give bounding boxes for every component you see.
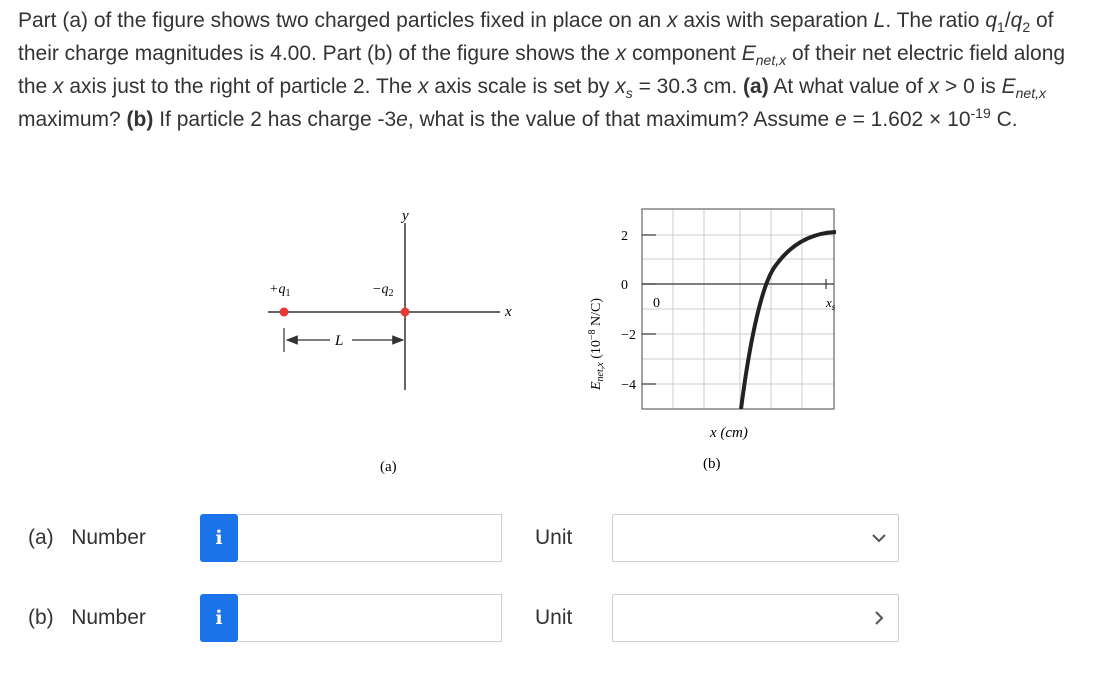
q2-label: $-q_2$ (372, 282, 394, 299)
unit-select-b[interactable] (612, 594, 899, 642)
x-zero-label: 0 (653, 296, 660, 311)
tick-label-0: 0 (621, 278, 628, 293)
L-label: L (335, 333, 344, 349)
info-button-a[interactable] (200, 514, 238, 562)
answer-row-b (0, 594, 1093, 644)
unit-select-a[interactable] (612, 514, 899, 562)
number-input-b[interactable] (238, 594, 502, 642)
charge-q1-dot (280, 308, 289, 317)
answer-a-label: (a) Number (28, 526, 146, 549)
q1-label: $+q_1$ (269, 282, 291, 299)
info-icon: i (215, 607, 223, 629)
unit-label-b: Unit (535, 606, 573, 629)
answer-row-a (0, 514, 1093, 564)
part-b-marker: (b) (126, 108, 154, 131)
tick-label-neg4: −4 (621, 378, 636, 393)
x-axis-a-label: x (505, 304, 512, 320)
info-icon: i (215, 527, 223, 549)
caption-b: (b) (703, 456, 721, 472)
y-axis-b-label: $E_{net,x}$ ($10^{-8}$ N/C) (587, 297, 606, 390)
chevron-right-icon (870, 609, 888, 627)
figure-b (587, 209, 836, 472)
charge-q2-dot (401, 308, 410, 317)
xs-label: $x_s$ (826, 295, 836, 312)
tick-label-neg2: −2 (621, 328, 636, 343)
part-a-marker: (a) (743, 75, 769, 98)
problem-statement: Part (a) of the figure shows two charged particles fixed in place on an x axis with separation L. The ratio $q_1/q_2$ of their charge magnitudes is 4.00. Part (b) of the figure shows the x component $E_{net,x}$ of their net electric field along the x axis just to the right of particle 2. The x axis scale is set by $x_s = 30.3$ cm. (a) At what value of x > 0 is $E_{net,x}$ maximum? (b) If particle 2 has charge -3e, what is the value of that maximum? Assume $e = 1.602 \times 10^{-19}$ C. (18, 9, 1066, 131)
number-input-a[interactable] (238, 514, 502, 562)
caption-a: (a) (380, 459, 397, 475)
unit-label-a: Unit (535, 526, 573, 549)
x-axis-b-label: x (cm) (710, 425, 748, 441)
figure (0, 195, 1093, 485)
info-button-b[interactable] (200, 594, 238, 642)
tick-label-2: 2 (621, 229, 628, 244)
figure-svg (0, 195, 1093, 485)
y-axis-a-label: y (402, 208, 409, 224)
chevron-down-icon (870, 529, 888, 547)
figure-a (268, 208, 512, 475)
answer-b-label: (b) Number (28, 606, 146, 629)
